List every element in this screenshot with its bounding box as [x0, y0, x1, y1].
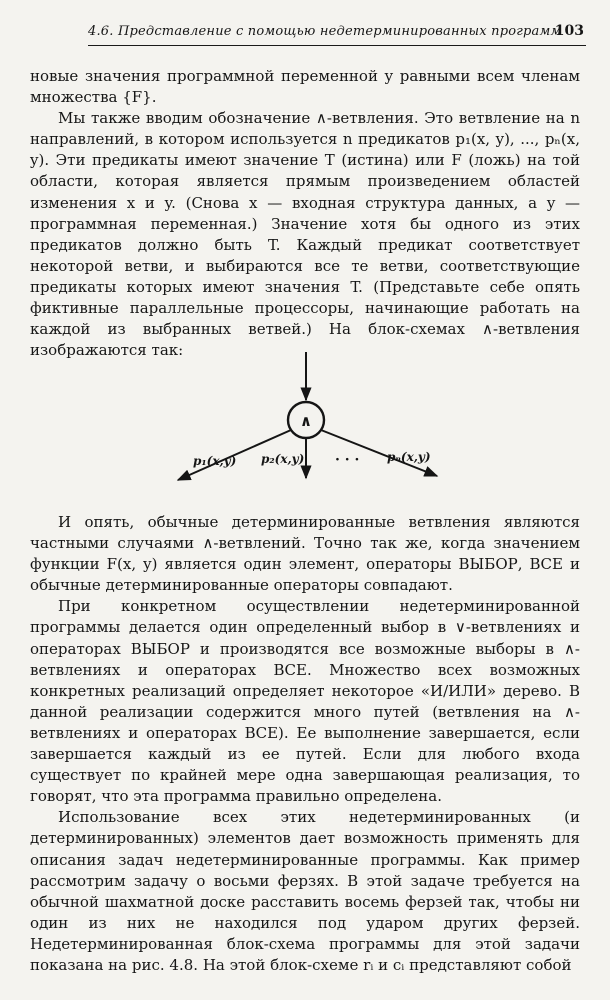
page-header: [88, 22, 586, 44]
and-branch-diagram: [175, 350, 445, 495]
paragraph: И опять, обычные детерминированные ветвления являются частными случаями ∧-ветвлений. Точно так же, когда значением функции F(x, y) является один элемент, операторы ВЫБОР, ВСЕ и обычные детерминированные операторы совпадают.: [30, 513, 580, 595]
branch-ellipsis: · · ·: [335, 452, 360, 468]
text-block-bottom: [30, 512, 580, 976]
branch-label-pn: pₙ(x,y): [387, 450, 431, 464]
paragraph: новые значения программной переменной y равными всем членам множества {F}.: [30, 67, 580, 107]
branch-label-p1: p₁(x,y): [193, 454, 237, 468]
text-block-top: [30, 66, 580, 361]
paragraph: Использование всех этих недетерминированных (и детерминированных) элементов дает возможность применять для описания задач недетерминированные программы. Как пример рассмотрим задачу о восьми ферзях. В этой задаче требуется на обычной шахматной доске расставить восемь ферзей так, чтобы ни один из них не находился под ударом других ферзей. Недетерминированная блок-схема программы для этой задачи показана на рис. 4.8. На этой блок-схеме rᵢ и cᵢ представляют собой: [30, 808, 580, 974]
paragraph: Мы также вводим обозначение ∧-ветвления. Это ветвление на n направлений, в котором используется n предикатов p₁(x, y), ..., pₙ(x, y). Эти предикаты имеют значение T (истина) или F (ложь) на той области, которая является прямым произведением областей изменения x и y. (Снова x — входная структура данных, а y — программная переменная.) Значение хотя бы одного из этих предикатов должно быть T. Каждый предикат соответствует некоторой ветви, и выбираются все те ветви, соответствующие предикаты которых имеют значения T. (Представьте себе опять фиктивные параллельные процессоры, начинающие работать на каждой из выбранных ветвей.) На блок-схемах ∧-ветвления изображаются так:: [30, 109, 580, 360]
branch-label-p2: p₂(x,y): [261, 452, 305, 466]
running-head: 4.6. Представление с помощью недетерминированных программ: [88, 24, 562, 39]
page-number: 103: [554, 23, 584, 39]
and-branch-figure: [175, 350, 445, 495]
header-rule: [88, 45, 586, 46]
paragraph: При конкретном осуществлении недетерминированной программы делается один определенный выбор в ∨-ветвлениях и операторах ВЫБОР и производятся все возможные выборы в ∧-ветвлениях и операторах ВСЕ. Множество всех возможных конкретных реализаций определяет некоторое «И/ИЛИ» дерево. В данной реализации содержится много путей (ветвления на ∧-ветвлениях и операторах ВСЕ). Ее выполнение завершается, если завершается каждый из ее путей. Если для любого входа существует по крайней мере одна завершающая реализация, то говорят, что эта программа правильно определена.: [30, 597, 580, 806]
and-node-symbol: ∧: [299, 412, 313, 430]
